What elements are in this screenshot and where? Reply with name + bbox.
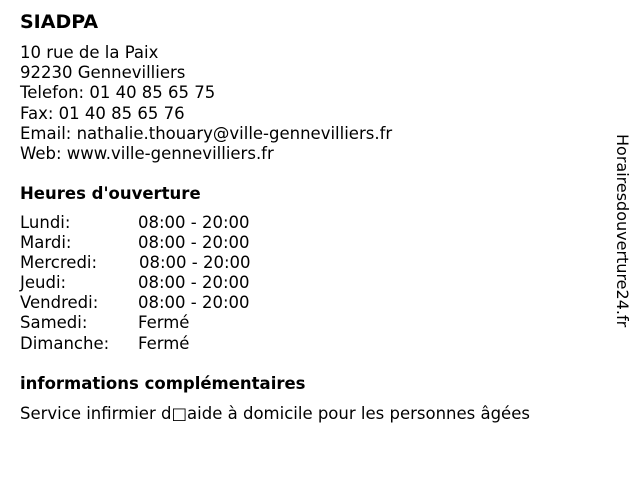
postal-city: 92230 Gennevilliers <box>20 63 186 83</box>
hours-time: Fermé <box>138 313 190 333</box>
street-address: 10 rue de la Paix <box>20 43 159 62</box>
hours-day: Mardi: <box>20 233 72 253</box>
phone-line: Telefon: 01 40 85 65 75 <box>20 83 216 103</box>
web-line: Web: www.ville-gennevilliers.fr <box>20 144 274 164</box>
contact-block <box>20 43 392 164</box>
hours-day: Dimanche: <box>20 333 110 353</box>
hours-day: Lundi: <box>20 213 71 232</box>
hours-day: Mercredi: <box>20 253 98 273</box>
hours-day: Samedi: <box>20 313 88 333</box>
hours-day: Jeudi: <box>20 273 67 293</box>
additional-info-heading: informations complémentaires <box>20 374 306 393</box>
fax-line: Fax: 01 40 85 65 76 <box>20 103 185 123</box>
additional-info-text: Service infirmier d□aide à domicile pour les personnes âgées <box>20 404 530 423</box>
hours-time: 08:00 - 20:00 <box>138 293 250 313</box>
hours-day: Vendredi: <box>20 293 99 313</box>
hours-time: 08:00 - 20:00 <box>139 253 251 273</box>
hours-time: 08:00 - 20:00 <box>138 273 250 293</box>
hours-time: Fermé <box>138 333 190 353</box>
business-name: SIADPA <box>20 11 99 33</box>
email-line: Email: nathalie.thouary@ville-gennevilliers.fr <box>20 123 393 143</box>
hours-time: 08:00 - 20:00 <box>138 213 250 232</box>
site-watermark: Horairesdouverture24.fr <box>613 134 632 328</box>
opening-hours-heading: Heures d'ouverture <box>20 184 201 203</box>
hours-time: 08:00 - 20:00 <box>138 233 250 253</box>
